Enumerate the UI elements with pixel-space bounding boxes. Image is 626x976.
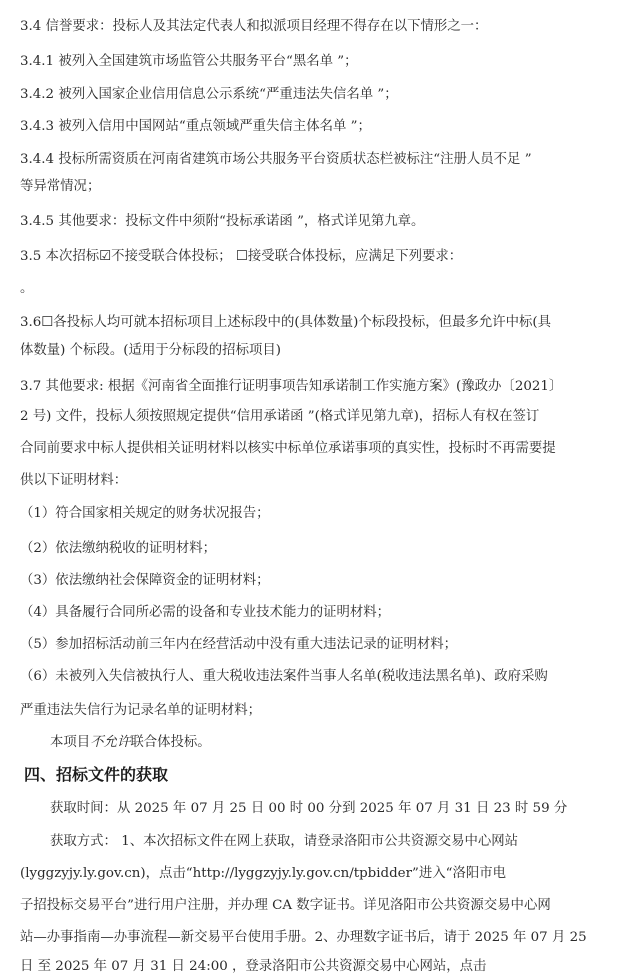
clause-3-7-line3: 合同前要求中标人提供相关证明材料以核实中标单位承诺事项的真实性，投标时不再需要提 <box>20 441 556 456</box>
material-item-4: （4）具备履行合同所必需的设备和专业技术能力的证明材料； <box>20 605 391 620</box>
section-heading-4: 四、招标文件的获取 <box>24 766 169 784</box>
consortium-note-suffix: 联合体投标。 <box>130 735 211 750</box>
clause-3-7-line4: 供以下证明材料： <box>20 473 128 488</box>
clause-3-6-line1: 3.6☐各投标人均可就本招标项目上述标段中的(具体数量)个标段投标，但最多允许中标(具 <box>20 315 552 330</box>
clause-3-4: 3.4 信誉要求：投标人及其法定代表人和拟派项目经理不得存在以下情形之一： <box>20 19 488 34</box>
consortium-note-emphasis: 不允许 <box>90 735 131 750</box>
material-item-6-line1: （6）未被列入失信被执行人、重大税收违法案件当事人名单(税收违法黑名单)、政府采购 <box>20 669 548 684</box>
clause-3-4-1: 3.4.1 被列入全国建筑市场监管公共服务平台“黑名单 ”； <box>20 54 358 69</box>
clause-3-5: 3.5 本次招标☑不接受联合体投标； ☐接受联合体投标，应满足下列要求： <box>20 249 463 264</box>
material-item-5: （5）参加招标活动前三年内在经营活动中没有重大违法记录的证明材料； <box>20 637 458 652</box>
clause-3-7-line1: 3.7 其他要求: 根据《河南省全面推行证明事项告知承诺制工作实施方案》(豫政办〔2021〕 <box>20 379 563 394</box>
material-item-3: （3）依法缴纳社会保障资金的证明材料； <box>20 573 270 588</box>
material-item-6-line2: 严重违法失信行为记录名单的证明材料； <box>20 703 262 718</box>
clause-3-6-line2: 体数量) 个标段。(适用于分标段的招标项目) <box>20 343 281 358</box>
acquire-time: 获取时间：从 2025 年 07 月 25 日 00 时 00 分到 2025 年 07 月 31 日 23 时 59 分 <box>50 801 568 816</box>
material-item-1: （1）符合国家相关规定的财务状况报告； <box>20 506 270 521</box>
clause-3-4-4-line2: 等异常情况； <box>20 179 101 194</box>
clause-3-4-5: 3.4.5 其他要求：投标文件中须附“投标承诺函 ”，格式详见第九章。 <box>20 214 425 229</box>
consortium-note <box>50 734 620 752</box>
consortium-note-prefix: 本项目 <box>50 735 91 750</box>
acquire-method-line5: 日 至 2025 年 07 月 31 日 24:00 ，登录洛阳市公共资源交易中心网站，点击 <box>20 959 487 974</box>
clause-3-4-4-line1: 3.4.4 投标所需资质在河南省建筑市场公共服务平台资质状态栏被标注“注册人员不足 ” <box>20 152 532 167</box>
clause-3-4-2: 3.4.2 被列入国家企业信用信息公示系统“严重违法失信名单 ”； <box>20 87 398 102</box>
acquire-method-line4: 站—办事指南—办事流程—新交易平台使用手册。2、办理数字证书后，请于 2025 年 07 月 25 <box>20 930 587 945</box>
clause-3-4-3: 3.4.3 被列入信用中国网站“重点领域严重失信主体名单 ”； <box>20 119 371 134</box>
acquire-method-line2: (lyggzyjy.ly.gov.cn)，点击“http://lyggzyjy.ly.gov.cn/tpbidder”进入“洛阳市电 <box>20 866 507 881</box>
material-item-2: （2）依法缴纳税收的证明材料； <box>20 541 216 556</box>
clause-3-5-blank: 。 <box>20 281 34 296</box>
acquire-method-line3: 子招投标交易平台”进行用户注册，并办理 CA 数字证书。详见洛阳市公共资源交易中心网 <box>20 898 551 913</box>
acquire-method-line1: 获取方式： 1、本次招标文件在网上获取，请登录洛阳市公共资源交易中心网站 <box>50 834 519 849</box>
clause-3-7-line2: 2 号) 文件，投标人须按照规定提供“信用承诺函 ”(格式详见第九章)，招标人有权在签订 <box>20 409 540 424</box>
